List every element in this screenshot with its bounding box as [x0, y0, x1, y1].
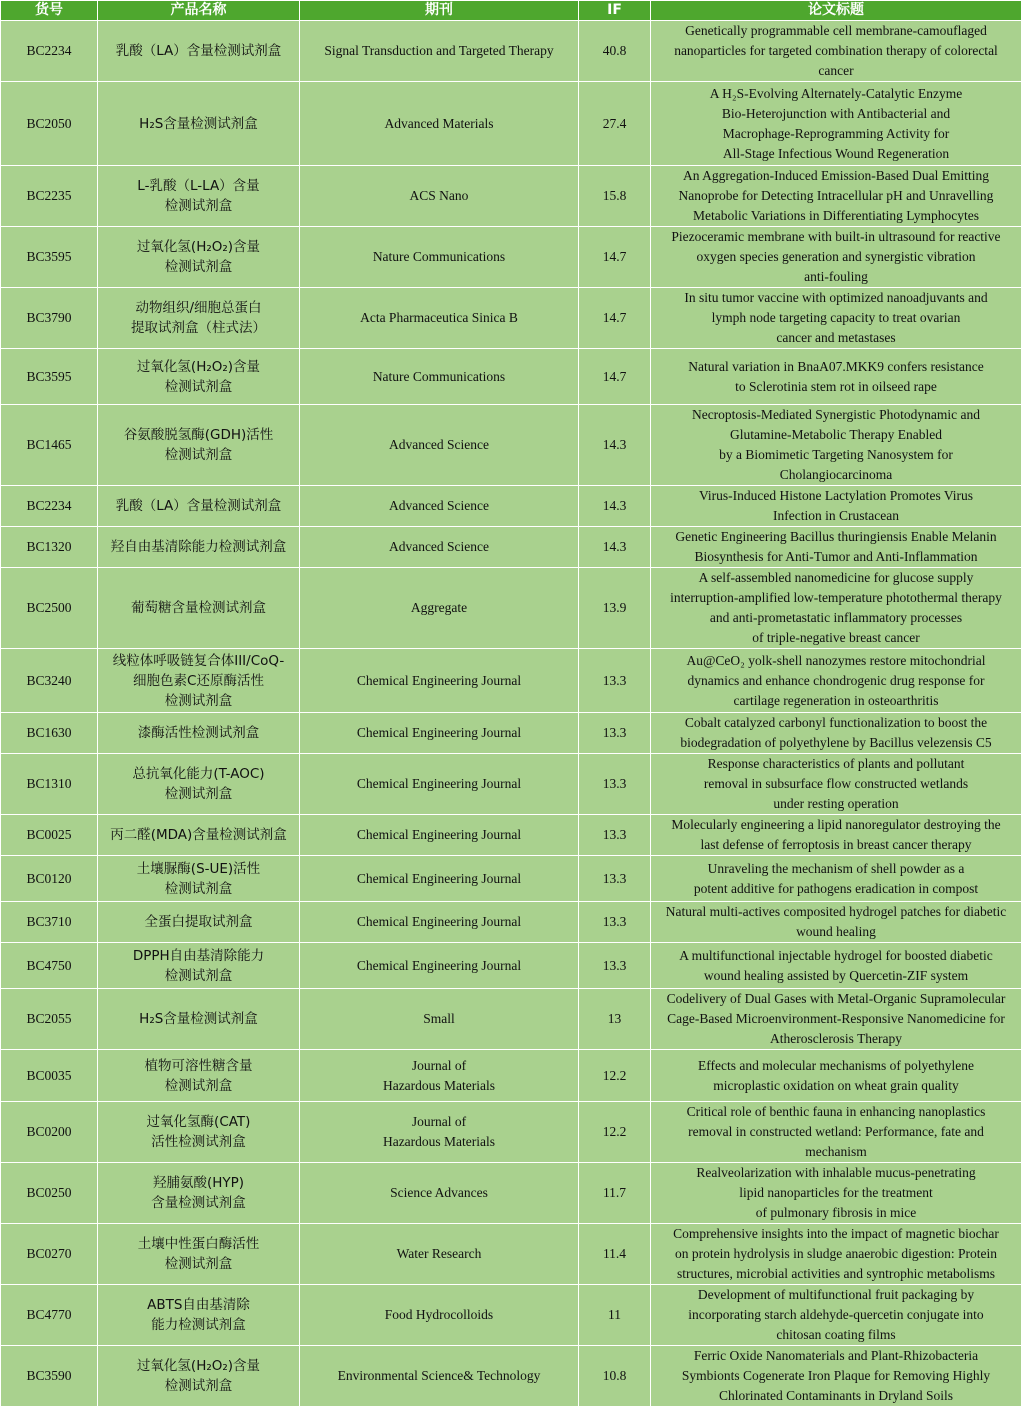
cell-journal: Advanced Science	[300, 527, 579, 568]
cell-journal: Small	[300, 989, 579, 1050]
cell-product: 丙二醛(MDA)含量检测试剂盒	[98, 815, 300, 856]
cell-sku: BC0120	[1, 856, 98, 902]
table-row	[1, 1346, 1022, 1407]
table-row	[1, 649, 1022, 713]
cell-sku: BC0200	[1, 1102, 98, 1163]
cell-sku: BC3590	[1, 1346, 98, 1407]
cell-product: 葡萄糖含量检测试剂盒	[98, 568, 300, 649]
cell-sku: BC1310	[1, 754, 98, 815]
cell-paper-title: Realveolarization with inhalable mucus-penetrating lipid nanoparticles for the treatment of pulmonary fibrosis in mice	[651, 1163, 1022, 1224]
cell-journal: Science Advances	[300, 1163, 579, 1224]
cell-product: ABTS自由基清除 能力检测试剂盒	[98, 1285, 300, 1346]
cell-impact-factor: 11	[579, 1285, 651, 1346]
cell-journal: Water Research	[300, 1224, 579, 1285]
cell-product: 羟脯氨酸(HYP) 含量检测试剂盒	[98, 1163, 300, 1224]
table-row	[1, 1050, 1022, 1102]
header-journal: 期刊	[300, 1, 579, 21]
cell-product: 过氧化氢(H₂O₂)含量 检测试剂盒	[98, 1346, 300, 1407]
cell-journal: Journal of Hazardous Materials	[300, 1050, 579, 1102]
cell-impact-factor: 13.3	[579, 902, 651, 943]
cell-product: 过氧化氢酶(CAT) 活性检测试剂盒	[98, 1102, 300, 1163]
cell-paper-title: Ferric Oxide Nanomaterials and Plant-Rhizobacteria Symbionts Cogenerate Iron Plaque for Removing Highly Chlorinated Contaminants in Dryland Soils	[651, 1346, 1022, 1407]
cell-journal: ACS Nano	[300, 166, 579, 227]
cell-impact-factor: 12.2	[579, 1102, 651, 1163]
table-row	[1, 568, 1022, 649]
cell-journal: Chemical Engineering Journal	[300, 649, 579, 713]
table-row	[1, 815, 1022, 856]
cell-paper-title: Comprehensive insights into the impact of magnetic biochar on protein hydrolysis in sludge anaerobic digestion: Protein structures, microbial activities and syntrophic metabolisms	[651, 1224, 1022, 1285]
cell-sku: BC3790	[1, 288, 98, 349]
cell-product: L-乳酸（L-LA）含量 检测试剂盒	[98, 166, 300, 227]
table-row	[1, 902, 1022, 943]
cell-paper-title: Effects and molecular mechanisms of polyethylene microplastic oxidation on wheat grain quality	[651, 1050, 1022, 1102]
cell-journal: Chemical Engineering Journal	[300, 754, 579, 815]
cell-impact-factor: 14.3	[579, 405, 651, 486]
cell-paper-title: A H₂S-Evolving Alternately-Catalytic Enzyme Bio-Heterojunction with Antibacterial and Macrophage-Reprogramming Activity for All-Stage Infectious Wound Regeneration	[651, 82, 1022, 166]
cell-journal: Nature Communications	[300, 227, 579, 288]
cell-product: 土壤脲酶(S-UE)活性 检测试剂盒	[98, 856, 300, 902]
cell-journal: Chemical Engineering Journal	[300, 815, 579, 856]
cell-sku: BC1465	[1, 405, 98, 486]
cell-impact-factor: 13.3	[579, 754, 651, 815]
cell-product: H₂S含量检测试剂盒	[98, 82, 300, 166]
cell-paper-title: Molecularly engineering a lipid nanoregulator destroying the last defense of ferroptosis in breast cancer therapy	[651, 815, 1022, 856]
cell-sku: BC3710	[1, 902, 98, 943]
cell-product: 漆酶活性检测试剂盒	[98, 713, 300, 754]
cell-product: 土壤中性蛋白酶活性 检测试剂盒	[98, 1224, 300, 1285]
table-row	[1, 405, 1022, 486]
cell-impact-factor: 13.3	[579, 649, 651, 713]
table-row	[1, 527, 1022, 568]
cell-impact-factor: 15.8	[579, 166, 651, 227]
table-row	[1, 1163, 1022, 1224]
cell-product: DPPH自由基清除能力 检测试剂盒	[98, 943, 300, 989]
table-row	[1, 21, 1022, 82]
table-row	[1, 943, 1022, 989]
header-sku: 货号	[1, 1, 98, 21]
cell-paper-title: Natural variation in BnaA07.MKK9 confers resistance to Sclerotinia stem rot in oilseed rape	[651, 349, 1022, 405]
cell-product: 过氧化氢(H₂O₂)含量 检测试剂盒	[98, 227, 300, 288]
header-row	[1, 1, 1022, 21]
cell-paper-title: An Aggregation-Induced Emission-Based Dual Emitting Nanoprobe for Detecting Intracellular pH and Unravelling Metabolic Variations in Differentiating Lymphocytes	[651, 166, 1022, 227]
cell-journal: Aggregate	[300, 568, 579, 649]
table-row	[1, 166, 1022, 227]
cell-journal: Chemical Engineering Journal	[300, 713, 579, 754]
cell-product: H₂S含量检测试剂盒	[98, 989, 300, 1050]
header-if: IF	[579, 1, 651, 21]
cell-product: 谷氨酸脱氢酶(GDH)活性 检测试剂盒	[98, 405, 300, 486]
cell-journal: Nature Communications	[300, 349, 579, 405]
table-row	[1, 82, 1022, 166]
cell-sku: BC3595	[1, 227, 98, 288]
cell-impact-factor: 14.3	[579, 486, 651, 527]
cell-sku: BC3240	[1, 649, 98, 713]
cell-sku: BC1320	[1, 527, 98, 568]
table-row	[1, 1224, 1022, 1285]
cell-journal: Environmental Science& Technology	[300, 1346, 579, 1407]
cell-impact-factor: 11.7	[579, 1163, 651, 1224]
table-row	[1, 1285, 1022, 1346]
cell-journal: Advanced Science	[300, 405, 579, 486]
cell-sku: BC2055	[1, 989, 98, 1050]
cell-sku: BC1630	[1, 713, 98, 754]
table-row	[1, 486, 1022, 527]
cell-impact-factor: 14.7	[579, 288, 651, 349]
cell-impact-factor: 12.2	[579, 1050, 651, 1102]
cell-impact-factor: 27.4	[579, 82, 651, 166]
cell-product: 乳酸（LA）含量检测试剂盒	[98, 486, 300, 527]
cell-product: 全蛋白提取试剂盒	[98, 902, 300, 943]
cell-impact-factor: 40.8	[579, 21, 651, 82]
cell-paper-title: Critical role of benthic fauna in enhancing nanoplastics removal in constructed wetland: Performance, fate and mechanism	[651, 1102, 1022, 1163]
cell-paper-title: Codelivery of Dual Gases with Metal-Organic Supramolecular Cage-Based Microenvironment-Responsive Nanomedicine for Atherosclerosis Therapy	[651, 989, 1022, 1050]
cell-sku: BC4770	[1, 1285, 98, 1346]
cell-paper-title: Unraveling the mechanism of shell powder as a potent additive for pathogens eradication in compost	[651, 856, 1022, 902]
cell-sku: BC0270	[1, 1224, 98, 1285]
cell-journal: Acta Pharmaceutica Sinica B	[300, 288, 579, 349]
cell-impact-factor: 14.7	[579, 349, 651, 405]
cell-impact-factor: 13.3	[579, 856, 651, 902]
table-row	[1, 713, 1022, 754]
cell-product: 羟自由基清除能力检测试剂盒	[98, 527, 300, 568]
cell-impact-factor: 13.3	[579, 713, 651, 754]
cell-sku: BC2050	[1, 82, 98, 166]
cell-journal: Food Hydrocolloids	[300, 1285, 579, 1346]
cell-impact-factor: 14.7	[579, 227, 651, 288]
cell-product: 过氧化氢(H₂O₂)含量 检测试剂盒	[98, 349, 300, 405]
cell-paper-title: Natural multi-actives composited hydrogel patches for diabetic wound healing	[651, 902, 1022, 943]
cell-impact-factor: 11.4	[579, 1224, 651, 1285]
header-title: 论文标题	[651, 1, 1022, 21]
cell-paper-title: Virus-Induced Histone Lactylation Promotes Virus Infection in Crustacean	[651, 486, 1022, 527]
cell-sku: BC0035	[1, 1050, 98, 1102]
cell-sku: BC0250	[1, 1163, 98, 1224]
cell-impact-factor: 13	[579, 989, 651, 1050]
cell-product: 总抗氧化能力(T-AOC) 检测试剂盒	[98, 754, 300, 815]
cell-impact-factor: 14.3	[579, 527, 651, 568]
header-product: 产品名称	[98, 1, 300, 21]
cell-product: 线粒体呼吸链复合体III/CoQ- 细胞色素C还原酶活性 检测试剂盒	[98, 649, 300, 713]
cell-sku: BC2235	[1, 166, 98, 227]
cell-impact-factor: 13.3	[579, 815, 651, 856]
cell-paper-title: Response characteristics of plants and pollutant removal in subsurface flow constructed wetlands under resting operation	[651, 754, 1022, 815]
cell-sku: BC2500	[1, 568, 98, 649]
table-row	[1, 1102, 1022, 1163]
cell-impact-factor: 10.8	[579, 1346, 651, 1407]
cell-journal: Chemical Engineering Journal	[300, 943, 579, 989]
cell-paper-title: A self-assembled nanomedicine for glucose supply interruption-amplified low-temperature photothermal therapy and anti-prometastatic inflammatory processes of triple-negative breast cancer	[651, 568, 1022, 649]
cell-journal: Journal of Hazardous Materials	[300, 1102, 579, 1163]
cell-paper-title: In situ tumor vaccine with optimized nanoadjuvants and lymph node targeting capacity to treat ovarian cancer and metastases	[651, 288, 1022, 349]
cell-journal: Advanced Materials	[300, 82, 579, 166]
cell-paper-title: Au@CeO₂ yolk-shell nanozymes restore mitochondrial dynamics and enhance chondrogenic drug response for cartilage regeneration in osteoarthritis	[651, 649, 1022, 713]
cell-product: 乳酸（LA）含量检测试剂盒	[98, 21, 300, 82]
cell-paper-title: Piezoceramic membrane with built-in ultrasound for reactive oxygen species generation and synergistic vibration anti-fouling	[651, 227, 1022, 288]
cell-sku: BC3595	[1, 349, 98, 405]
cell-sku: BC0025	[1, 815, 98, 856]
table-row	[1, 288, 1022, 349]
cell-paper-title: Cobalt catalyzed carbonyl functionalization to boost the biodegradation of polyethylene by Bacillus velezensis C5	[651, 713, 1022, 754]
cell-paper-title: Genetic Engineering Bacillus thuringiensis Enable Melanin Biosynthesis for Anti-Tumor and Anti-Inflammation	[651, 527, 1022, 568]
cell-product: 动物组织/细胞总蛋白 提取试剂盒（柱式法）	[98, 288, 300, 349]
cell-paper-title: Development of multifunctional fruit packaging by incorporating starch aldehyde-quercetin conjugate into chitosan coating films	[651, 1285, 1022, 1346]
cell-sku: BC2234	[1, 486, 98, 527]
cell-journal: Advanced Science	[300, 486, 579, 527]
table-row	[1, 754, 1022, 815]
table-row	[1, 349, 1022, 405]
cell-impact-factor: 13.3	[579, 943, 651, 989]
cell-product: 植物可溶性糖含量 检测试剂盒	[98, 1050, 300, 1102]
table-row	[1, 856, 1022, 902]
table-row	[1, 227, 1022, 288]
cell-journal: Chemical Engineering Journal	[300, 856, 579, 902]
cell-journal: Signal Transduction and Targeted Therapy	[300, 21, 579, 82]
cell-paper-title: A multifunctional injectable hydrogel for boosted diabetic wound healing assisted by Quercetin-ZIF system	[651, 943, 1022, 989]
cell-sku: BC4750	[1, 943, 98, 989]
cell-paper-title: Genetically programmable cell membrane-camouflaged nanoparticles for targeted combination therapy of colorectal cancer	[651, 21, 1022, 82]
cell-sku: BC2234	[1, 21, 98, 82]
cell-journal: Chemical Engineering Journal	[300, 902, 579, 943]
table-row	[1, 989, 1022, 1050]
cell-paper-title: Necroptosis-Mediated Synergistic Photodynamic and Glutamine-Metabolic Therapy Enabled by a Biomimetic Targeting Nanosystem for Cholangiocarcinoma	[651, 405, 1022, 486]
cell-impact-factor: 13.9	[579, 568, 651, 649]
